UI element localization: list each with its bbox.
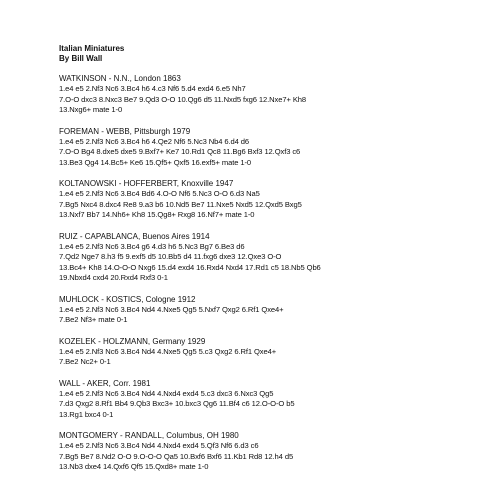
game-entry	[59, 127, 489, 169]
game-header: MONTGOMERY - RANDALL, Columbus, OH 1980	[59, 431, 239, 440]
game-header: KOLTANOWSKI - HOFFERBERT, Knoxville 1947	[59, 179, 234, 188]
document-page	[59, 44, 489, 484]
document-title: Italian Miniatures	[59, 44, 125, 53]
game-entry	[59, 431, 489, 473]
move-line: 13.Nb3 dxe4 14.Qxf6 Qf5 15.Qxd8+ mate 1-0	[59, 462, 209, 471]
game-entry	[59, 337, 489, 368]
move-line: 7.Be2 Nc2+ 0-1	[59, 357, 111, 366]
move-line: 1.e4 e5 2.Nf3 Nc6 3.Bc4 g6 4.d3 h6 5.Nc3 Bg7 6.Be3 d6	[59, 241, 245, 251]
game-header: WALL - AKER, Corr. 1981	[59, 378, 151, 388]
move-line: 1.e4 e5 2.Nf3 Nc6 3.Bc4 h6 4.c3 Nf6 5.d4 exd4 6.e5 Nh7	[59, 84, 246, 93]
move-line: 7.Qd2 Nge7 8.h3 f5 9.exf5 d5 10.Bb5 d4 11.fxg6 dxe3 12.Qxe3 O-O	[59, 252, 282, 261]
move-line: 19.Nbxd4 cxd4 20.Rxd4 Rxf3 0-1	[59, 273, 168, 282]
move-line: 1.e4 e5 2.Nf3 Nc6 3.Bc4 Nd4 4.Nxd4 exd4 5.c3 dxc3 6.Nxc3 Qg5	[59, 388, 274, 398]
move-line: 1.e4 e5 2.Nf3 Nc6 3.Bc4 Bd6 4.O-O Nf6 5.Nc3 O-O 6.d3 Na5	[59, 189, 260, 198]
game-entry	[59, 295, 489, 326]
move-line: 1.e4 e5 2.Nf3 Nc6 3.Bc4 h6 4.Qe2 Nf6 5.Nc3 Nb4 6.d4 d6	[59, 136, 250, 146]
move-line: 13.Bc4+ Kh8 14.O-O-O Nxg6 15.d4 exd4 16.Rxd4 Nxd4 17.Rd1 c5 18.Nb5 Qb6	[59, 262, 321, 272]
game-entry	[59, 74, 489, 116]
game-header: RUIZ - CAPABLANCA, Buenos Aires 1914	[59, 231, 210, 241]
move-line: 7.Be2 Nf3+ mate 0-1	[59, 315, 128, 324]
move-line: 13.Rg1 bxc4 0-1	[59, 409, 114, 419]
game-entry	[59, 379, 489, 421]
game-header: FOREMAN - WEBB, Pittsburgh 1979	[59, 126, 191, 136]
game-header: MUHLOCK - KOSTICS, Cologne 1912	[59, 294, 196, 304]
game-header: KOZELEK - HOLZMANN, Germany 1929	[59, 336, 206, 346]
move-line: 7.O-O Bg4 8.dxe5 dxe5 9.Bxf7+ Ke7 10.Rd1 Qc8 11.Bg6 Bxf3 12.Qxf3 c6	[59, 147, 301, 156]
game-entry	[59, 232, 489, 284]
game-entry	[59, 179, 489, 221]
move-line: 1.e4 e5 2.Nf3 Nc6 3.Bc4 Nd4 4.Nxd4 exd4 5.Qf3 Nf6 6.d3 c6	[59, 441, 259, 450]
move-line: 7.O-O dxc3 8.Nxc3 Be7 9.Qd3 O-O 10.Qg6 d5 11.Nxd5 fxg6 12.Nxe7+ Kh8	[59, 94, 307, 104]
move-line: 1.e4 e5 2.Nf3 Nc6 3.Bc4 Nd4 4.Nxe5 Qg5 5.c3 Qxg2 6.Rf1 Qxe4+	[59, 346, 277, 356]
move-line: 13.Nxf7 Bb7 14.Nh6+ Kh8 15.Qg8+ Rxg8 16.Nf7+ mate 1-0	[59, 210, 255, 219]
document-author: By Bill Wall	[59, 54, 103, 63]
move-line: 7.Bg5 Be7 8.Nd2 O-O 9.O-O-O Qa5 10.Bxf6 Bxf6 11.Kb1 Rd8 12.h4 d5	[59, 451, 294, 461]
game-header: WATKINSON - N.N., London 1863	[59, 74, 181, 83]
move-line: 7.Bg5 Nxc4 8.dxc4 Re8 9.a3 b6 10.Nd5 Be7 11.Nxe5 Nxd5 12.Qxd5 Bxg5	[59, 199, 302, 209]
move-line: 1.e4 e5 2.Nf3 Nc6 3.Bc4 Nd4 4.Nxe5 Qg5 5.Nxf7 Qxg2 6.Rf1 Qxe4+	[59, 304, 284, 314]
move-line: 7.d3 Qxg2 8.Rf1 Bb4 9.Qb3 Bxc3+ 10.bxc3 Qg6 11.Bf4 c6 12.O-O-O b5	[59, 399, 295, 408]
move-line: 13.Nxg6+ mate 1-0	[59, 105, 123, 114]
move-line: 13.Be3 Qg4 14.Bc5+ Ke6 15.Qf5+ Qxf5 16.exf5+ mate 1-0	[59, 157, 252, 167]
